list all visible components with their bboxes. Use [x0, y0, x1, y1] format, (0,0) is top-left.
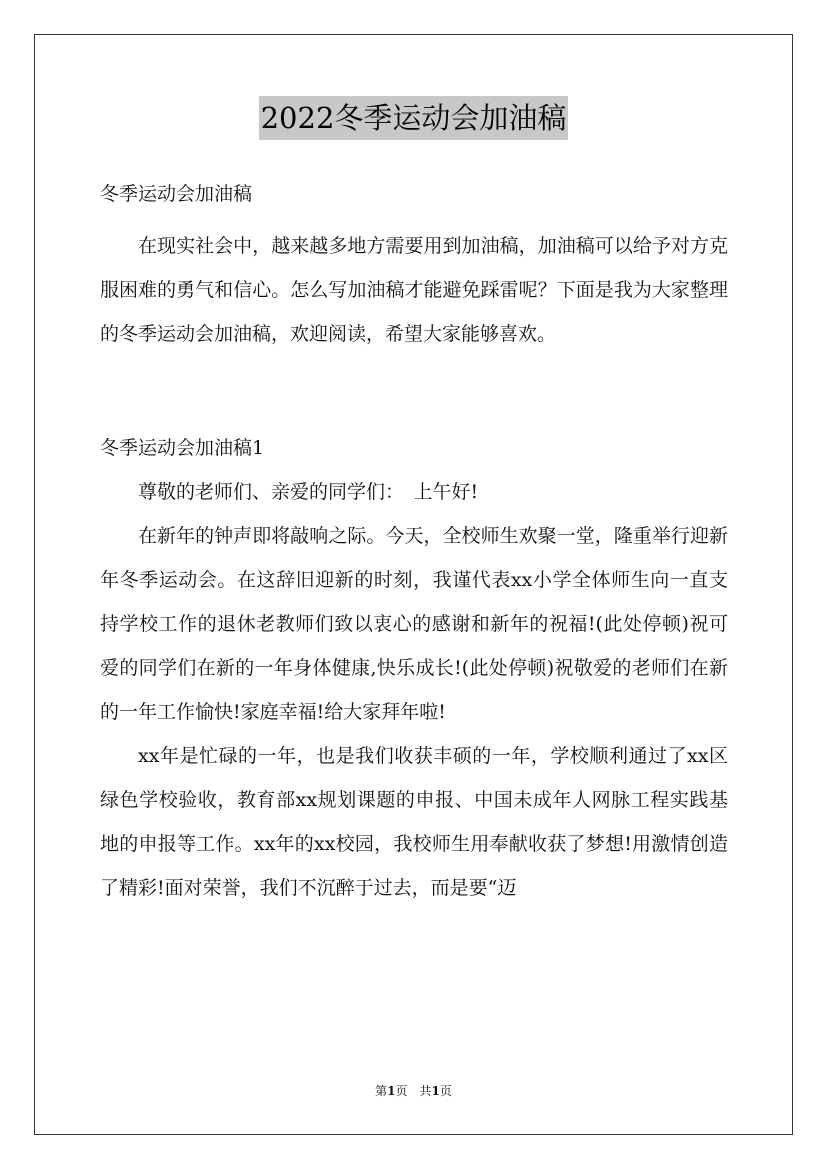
footer-mid: 页 共	[395, 1084, 432, 1098]
footer-suffix: 页	[439, 1084, 452, 1098]
section-heading: 冬季运动会加油稿1	[100, 437, 265, 459]
body-paragraph: xx年是忙碌的一年，也是我们收获丰硕的一年，学校顺利通过了xx区绿色学校验收，教育部xx规划课题的申报、中国未成年人网脉工程实践基地的申报等工作。xx年的xx校园，我校师生用奉献收获了梦想!用激情创造了精彩!面对荣誉，我们不沉醉于过去，而是要“迈	[100, 745, 728, 899]
section-gap	[100, 356, 728, 426]
document-title: 2022冬季运动会加油稿	[259, 96, 569, 140]
title-wrap	[0, 96, 827, 140]
document-body	[100, 172, 728, 910]
body-paragraph: 在新年的钟声即将敲响之际。今天，全校师生欢聚一堂，隆重举行迎新年冬季运动会。在这辞旧迎新的时刻，我谨代表xx小学全体师生向一直支持学校工作的退休老教师们致以衷心的感谢和新年的祝福!(此处停顿)祝可爱的同学们在新的一年身体健康,快乐成长!(此处停顿)祝敬爱的老师们在新的一年工作愉快!家庭幸福!给大家拜年啦!	[100, 525, 728, 723]
footer-total-pages: 1	[431, 1084, 440, 1098]
page-footer	[0, 1082, 827, 1099]
subtitle: 冬季运动会加油稿	[100, 183, 253, 205]
intro-paragraph: 在现实社会中，越来越多地方需要用到加油稿，加油稿可以给予对方克服困难的勇气和信心。怎么写加油稿才能避免踩雷呢？下面是我为大家整理的冬季运动会加油稿，欢迎阅读，希望大家能够喜欢。	[100, 235, 728, 345]
greeting-paragraph: 尊敬的老师们、亲爱的同学们： 上午好!	[138, 481, 479, 503]
footer-prefix: 第	[375, 1084, 388, 1098]
footer-current-page: 1	[387, 1084, 396, 1098]
